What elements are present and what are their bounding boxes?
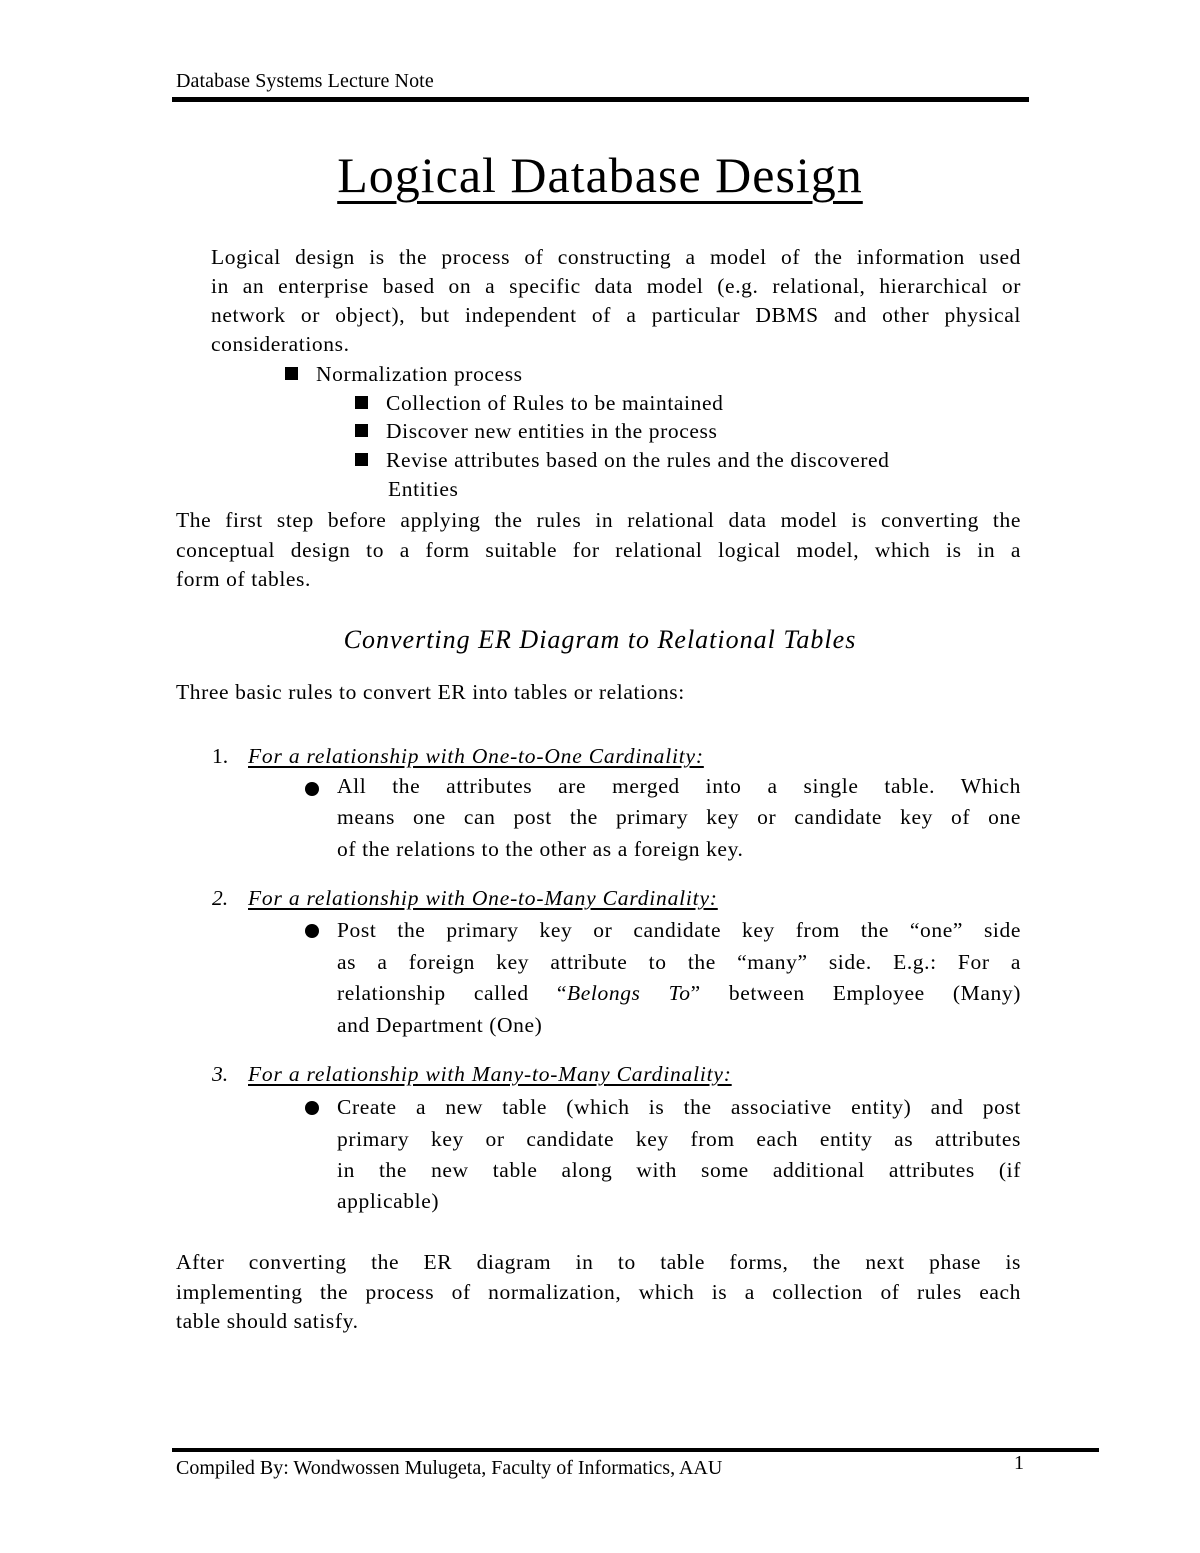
rule-1-line-3: of the relations to the other as a foreign key. bbox=[337, 837, 744, 861]
intro-line-1: Logical design is the process of constructing a model of the information used bbox=[211, 245, 1021, 269]
square-bullet-icon bbox=[285, 367, 298, 380]
page-number: 1 bbox=[1014, 1452, 1024, 1474]
rule-heading: For a relationship with One-to-Many Cardinality: bbox=[248, 886, 718, 910]
closing-line-3: table should satisfy. bbox=[176, 1309, 359, 1333]
intro-line-2: in an enterprise based on a specific data model (e.g. relational, hierarchical or bbox=[211, 274, 1021, 298]
first-step-line-2: conceptual design to a form suitable for relational logical model, which is in a bbox=[176, 538, 1021, 562]
bullet-sub-label: Discover new entities in the process bbox=[386, 419, 718, 443]
bullet-sub-1 bbox=[355, 391, 723, 416]
bullet-sub-2 bbox=[355, 419, 717, 444]
bullet-sub-label: Collection of Rules to be maintained bbox=[386, 391, 724, 415]
relationship-name: Belongs To bbox=[567, 981, 691, 1005]
closing-line-1: After converting the ER diagram in to table forms, the next phase is bbox=[176, 1250, 1021, 1274]
rule-3-line-1: Create a new table (which is the associative entity) and post bbox=[337, 1095, 1021, 1119]
square-bullet-icon bbox=[355, 424, 368, 437]
rule-3-line-2: primary key or candidate key from each entity as attributes bbox=[337, 1127, 1021, 1151]
square-bullet-icon bbox=[355, 453, 368, 466]
footer-rule bbox=[172, 1448, 1099, 1452]
bullet-main-label: Normalization process bbox=[316, 362, 523, 386]
rule-2-line-4: and Department (One) bbox=[337, 1013, 543, 1037]
round-bullet-icon bbox=[305, 1101, 319, 1115]
bullet-sub-3 bbox=[355, 448, 889, 473]
running-header: Database Systems Lecture Note bbox=[176, 70, 434, 92]
bullet-sub-continuation: Entities bbox=[388, 477, 459, 501]
section-heading: Converting ER Diagram to Relational Tables bbox=[343, 625, 857, 654]
first-step-line-3: form of tables. bbox=[176, 567, 311, 591]
header-rule bbox=[172, 97, 1029, 102]
round-bullet-icon bbox=[305, 924, 319, 938]
rule-2-line-3-end: ” between Employee (Many) bbox=[690, 981, 1021, 1005]
rule-2-line-3 bbox=[337, 981, 1021, 1006]
intro-line-3: network or object), but independent of a particular DBMS and other physical bbox=[211, 303, 1021, 327]
intro-line-4: considerations. bbox=[211, 332, 350, 356]
rule-1-line-2: means one can post the primary key or candidate key of one bbox=[337, 805, 1021, 829]
bullet-main bbox=[285, 362, 523, 387]
footer-credit: Compiled By: Wondwossen Mulugeta, Faculty of Informatics, AAU bbox=[176, 1457, 723, 1479]
rule-number: 3. bbox=[212, 1062, 229, 1086]
rule-3-line-3: in the new table along with some additional attributes (if bbox=[337, 1158, 1021, 1182]
page-title: Logical Database Design bbox=[337, 147, 863, 203]
rule-heading: For a relationship with One-to-One Cardinality: bbox=[248, 744, 704, 768]
first-step-line-1: The first step before applying the rules in relational data model is converting the bbox=[176, 508, 1021, 532]
rule-2-line-3-start: relationship called “ bbox=[337, 981, 568, 1005]
rule-number: 1. bbox=[212, 744, 229, 768]
square-bullet-icon bbox=[355, 396, 368, 409]
rule-number: 2. bbox=[212, 886, 229, 910]
rule-3-line-4: applicable) bbox=[337, 1189, 440, 1213]
rule-1-line-1: All the attributes are merged into a single table. Which bbox=[337, 774, 1021, 798]
rule-2-line-2: as a foreign key attribute to the “many” side. E.g.: For a bbox=[337, 950, 1021, 974]
rule-heading: For a relationship with Many-to-Many Cardinality: bbox=[248, 1062, 732, 1086]
closing-line-2: implementing the process of normalization, which is a collection of rules each bbox=[176, 1280, 1021, 1304]
round-bullet-icon bbox=[305, 782, 319, 796]
rules-intro: Three basic rules to convert ER into tables or relations: bbox=[176, 680, 685, 704]
rule-2-line-1: Post the primary key or candidate key from the “one” side bbox=[337, 918, 1021, 942]
bullet-sub-label: Revise attributes based on the rules and the discovered bbox=[386, 448, 890, 472]
